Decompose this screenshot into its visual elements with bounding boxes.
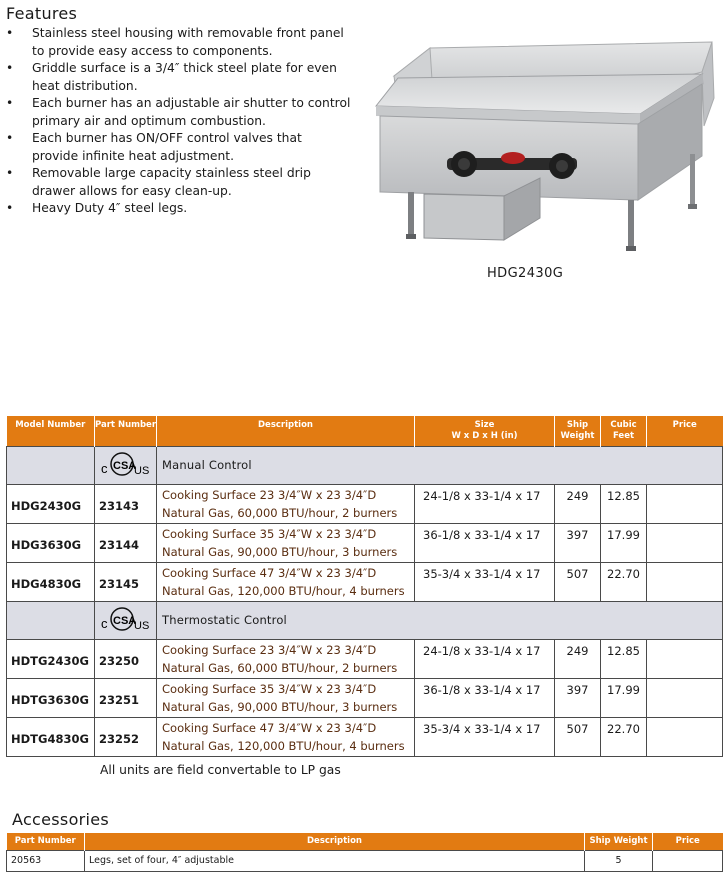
features-title: Features: [6, 4, 78, 23]
lp-gas-note: All units are field convertable to LP gas: [100, 763, 341, 777]
svg-text:CSA: CSA: [112, 459, 136, 472]
bullet-icon: •: [6, 61, 14, 75]
table-row: HDG3630G 23144 Cooking Surface 35 3/4″W x 23 3/4″D Natural Gas, 90,000 BTU/hour, 3 burners 36-1/8 x 33-1/4 x 17 397 17.99: [7, 523, 723, 562]
feature-item: • Each burner has ON/OFF control valves that provide infinite heat adjustment.: [6, 131, 302, 163]
col-price: Price: [647, 416, 723, 446]
table-row: HDG4830G 23145 Cooking Surface 47 3/4″W x 23 3/4″D Natural Gas, 120,000 BTU/hour, 4 burners 35-3/4 x 33-1/4 x 17 507 22.70: [7, 562, 723, 601]
section-thermostatic-control: [7, 601, 723, 639]
col-part-number: Part Number: [95, 416, 157, 446]
col-part-number: Part Number: [7, 833, 85, 850]
col-price: Price: [653, 833, 723, 850]
feature-item: • Heavy Duty 4″ steel legs.: [6, 200, 351, 218]
spec-header-row: [7, 416, 723, 446]
col-description: Description: [157, 416, 415, 446]
section-manual-control: [7, 446, 723, 484]
col-cubic-feet: Cubic Feet: [601, 416, 647, 446]
bullet-icon: •: [6, 26, 14, 40]
griddle-product-image: [372, 28, 718, 264]
feature-item: • Stainless steel housing with removable front panel to provide easy access to components.: [6, 26, 344, 58]
csa-us-certification-icon: [99, 604, 153, 634]
svg-text:US: US: [133, 619, 149, 632]
bullet-icon: •: [6, 201, 14, 215]
svg-text:CSA: CSA: [112, 614, 136, 627]
table-row: 20563 Legs, set of four, 4″ adjustable 5: [7, 850, 723, 871]
col-ship-weight: Ship Weight: [585, 833, 653, 850]
accessories-header-row: [7, 833, 723, 850]
svg-text:US: US: [133, 464, 149, 477]
svg-text:c: c: [100, 460, 107, 476]
table-row: HDTG3630G 23251 Cooking Surface 35 3/4″W x 23 3/4″D Natural Gas, 90,000 BTU/hour, 3 burners 36-1/8 x 33-1/4 x 17 397 17.99: [7, 678, 723, 717]
table-row: HDTG4830G 23252 Cooking Surface 47 3/4″W x 23 3/4″D Natural Gas, 120,000 BTU/hour, 4 burners 35-3/4 x 33-1/4 x 17 507 22.70: [7, 717, 723, 756]
svg-text:c: c: [100, 615, 107, 631]
bullet-icon: •: [6, 96, 14, 110]
product-caption: HDG2430G: [487, 266, 564, 281]
table-row: HDTG2430G 23250 Cooking Surface 23 3/4″W x 23 3/4″D Natural Gas, 60,000 BTU/hour, 2 burners 24-1/8 x 33-1/4 x 17 249 12.85: [7, 639, 723, 678]
feature-item: • Removable large capacity stainless steel drip drawer allows for easy clean-up.: [6, 166, 311, 198]
feature-item: • Griddle surface is a 3/4″ thick steel plate for even heat distribution.: [6, 61, 337, 93]
table-row: HDG2430G 23143 Cooking Surface 23 3/4″W x 23 3/4″D Natural Gas, 60,000 BTU/hour, 2 burners 24-1/8 x 33-1/4 x 17 249 12.85: [7, 484, 723, 523]
col-ship-weight: Ship Weight: [555, 416, 601, 446]
col-description: Description: [85, 833, 585, 850]
section-label: Thermostatic Control: [157, 601, 723, 639]
features-list: [6, 25, 351, 218]
accessories-table: [6, 833, 723, 872]
section-label: Manual Control: [157, 446, 723, 484]
spec-table: [6, 416, 723, 757]
bullet-icon: •: [6, 166, 14, 180]
feature-item: • Each burner has an adjustable air shutter to control primary air and optimum combustion.: [6, 96, 351, 128]
accessories-title: Accessories: [12, 810, 110, 829]
bullet-icon: •: [6, 131, 14, 145]
csa-us-certification-icon: [99, 449, 153, 479]
col-size: Size W x D x H (in): [415, 416, 555, 446]
col-model-number: Model Number: [7, 416, 95, 446]
